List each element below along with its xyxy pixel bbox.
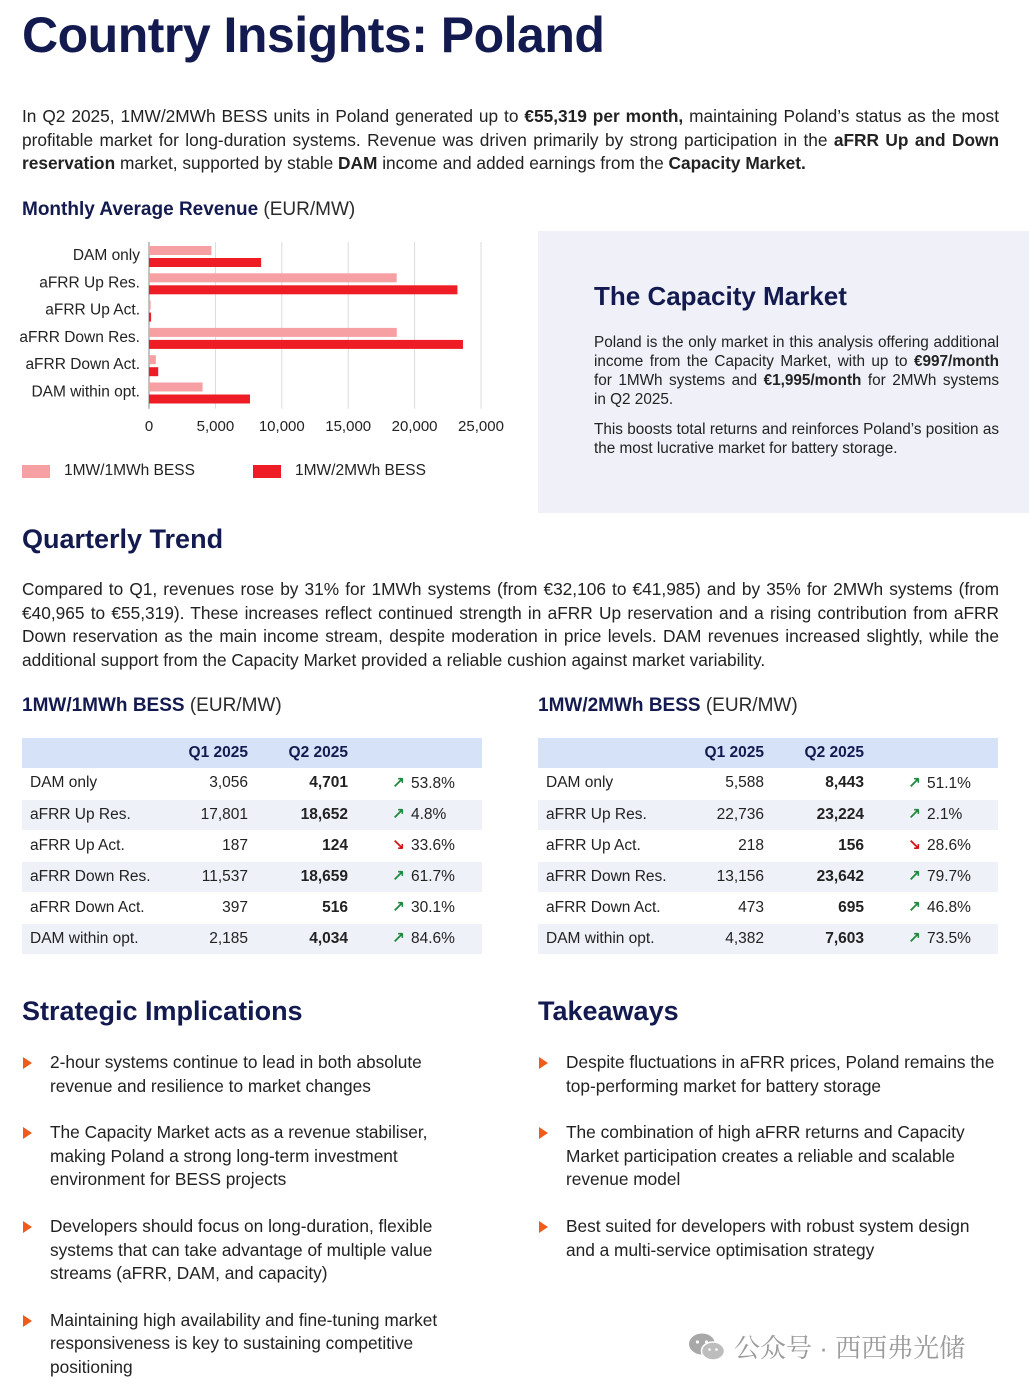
x-tick-label: 25,000 <box>458 417 504 435</box>
change-percent: 73.5% <box>927 930 971 947</box>
q2-value: 695 <box>774 892 874 923</box>
bar <box>149 301 151 310</box>
y-category-label: aFRR Down Res. <box>19 328 140 346</box>
change-percent: 30.1% <box>411 899 455 916</box>
list-item-text: Best suited for developers with robust system design and a multi-service optimisation strategy <box>566 1215 970 1260</box>
table-row <box>538 861 998 892</box>
list-item <box>22 1051 472 1098</box>
row-label: aFRR Up Act. <box>538 830 688 861</box>
table1-header-2: Q2 2025 <box>258 738 358 768</box>
arrow-up-icon: ↗ <box>392 806 405 823</box>
triangle-bullet-icon <box>23 1057 32 1069</box>
wechat-icon <box>688 1332 726 1362</box>
arrow-down-icon: ↘ <box>392 837 405 854</box>
table-row <box>22 768 482 799</box>
watermark-text: 公众号 · 西西弗光储 <box>734 1333 966 1363</box>
intro-paragraph: In Q2 2025, 1MW/2MWh BESS units in Poland generated up to €55,319 per month, maintaining Poland’s status as the most profitable market for long-duration systems. Revenue was driven primarily by strong participation in the aFRR Up and Down reservation market, supported by stable DAM income and added earnings from the Capacity Market. <box>22 106 1000 174</box>
change-value <box>358 830 482 861</box>
capacity-market-box <box>538 231 1029 513</box>
bar <box>149 246 211 255</box>
q1-value: 3,056 <box>172 768 258 799</box>
q2-value: 18,652 <box>258 799 358 830</box>
q1-value: 5,588 <box>688 768 774 799</box>
list-item-text: Despite fluctuations in aFRR prices, Poland remains the top-performing market for battery storage <box>566 1052 995 1096</box>
change-percent: 46.8% <box>927 899 971 916</box>
arrow-up-icon: ↗ <box>908 774 921 792</box>
table1-header-0 <box>22 738 172 768</box>
list-item <box>538 1215 998 1262</box>
bar <box>149 273 397 282</box>
table1-heading: 1MW/1MWh BESS (EUR/MW) <box>22 695 282 716</box>
table2-heading: 1MW/2MWh BESS (EUR/MW) <box>538 695 798 716</box>
takeaways-heading: Takeaways <box>538 996 679 1026</box>
change-value <box>874 768 998 799</box>
row-label: DAM within opt. <box>22 923 172 954</box>
change-value <box>358 799 482 830</box>
list-item-text: 2-hour systems continue to lead in both absolute revenue and resilience to market changes <box>50 1052 422 1096</box>
legend-item-2mwh <box>253 462 426 480</box>
triangle-bullet-icon <box>23 1315 32 1327</box>
table2-header-2: Q2 2025 <box>774 738 874 768</box>
q2-value: 18,659 <box>258 861 358 892</box>
list-item <box>538 1121 998 1192</box>
bar <box>149 395 250 404</box>
change-value <box>874 892 998 923</box>
q1-value: 218 <box>688 830 774 861</box>
change-value <box>874 923 998 954</box>
row-label: aFRR Down Res. <box>538 861 688 892</box>
row-label: aFRR Down Act. <box>538 892 688 923</box>
list-item <box>22 1121 472 1192</box>
bar <box>149 258 261 267</box>
table-row <box>538 799 998 830</box>
table-row <box>538 830 998 861</box>
list-item-text: Maintaining high availability and fine-tuning market responsiveness is key to sustaining competitive positioning <box>50 1309 438 1377</box>
chart-heading: Monthly Average Revenue (EUR/MW) <box>22 199 356 220</box>
q1-value: 13,156 <box>688 861 774 892</box>
list-item-text: The Capacity Market acts as a revenue stabiliser, making Poland a strong long-term investment environment for BESS projects <box>50 1122 428 1190</box>
table1-header-3 <box>358 738 482 768</box>
table-row <box>22 892 482 923</box>
q2-value: 23,642 <box>774 861 874 892</box>
x-tick-label: 0 <box>144 417 154 435</box>
quarterly-trend-heading: Quarterly Trend <box>22 524 224 554</box>
row-label: aFRR Up Res. <box>22 799 172 830</box>
arrow-up-icon: ↗ <box>908 899 921 916</box>
quarterly-trend-paragraph: Compared to Q1, revenues rose by 31% for 1MWh systems (from €32,106 to €41,985) and by 35% for 2MWh systems (from €40,965 to €55,319). These increases reflect continued strength in aFRR Up reservation and a rising contribution from aFRR Down reservation as the main income stream, despite moderation in price levels. DAM revenues increased slightly, while the additional support from the Capacity Market provided a reliable cushion against market variability. <box>22 579 999 670</box>
arrow-up-icon: ↗ <box>392 774 405 792</box>
table-row <box>538 892 998 923</box>
revenue-bar-chart <box>0 232 530 447</box>
x-tick-label: 5,000 <box>196 417 235 435</box>
bar <box>149 340 463 349</box>
list-item <box>538 1051 998 1098</box>
page-title: Country Insights: Poland <box>22 7 605 63</box>
list-item-text: Developers should focus on long-duration, flexible systems that can take advantage of multiple value streams (aFRR, DAM, and capacity) <box>50 1215 433 1284</box>
arrow-up-icon: ↗ <box>392 930 405 947</box>
change-value <box>874 861 998 892</box>
row-label: aFRR Down Act. <box>22 892 172 923</box>
change-percent: 84.6% <box>411 930 455 947</box>
capacity-market-title: The Capacity Market <box>594 281 847 311</box>
q1-value: 397 <box>172 892 258 923</box>
x-tick-label: 20,000 <box>391 417 438 435</box>
row-label: aFRR Down Res. <box>22 861 172 892</box>
y-category-label: aFRR Down Act. <box>25 356 140 374</box>
legend-label-1mwh: 1MW/1MWh BESS <box>64 462 195 479</box>
list-item-text: The combination of high aFRR returns and Capacity Market participation creates a reliable and scalable revenue model <box>566 1122 965 1190</box>
q1-value: 473 <box>688 892 774 923</box>
arrow-up-icon: ↗ <box>392 899 405 916</box>
q2-value: 124 <box>258 830 358 861</box>
table-row <box>22 923 482 954</box>
q2-value: 156 <box>774 830 874 861</box>
bar <box>149 328 397 337</box>
table2-header-1: Q1 2025 <box>688 738 774 768</box>
table-row <box>22 861 482 892</box>
bar <box>149 355 156 364</box>
y-category-label: DAM only <box>72 247 140 264</box>
q2-value: 516 <box>258 892 358 923</box>
bar <box>149 367 158 376</box>
legend-label-2mwh: 1MW/2MWh BESS <box>295 462 426 479</box>
y-category-label: aFRR Up Res. <box>39 274 140 292</box>
x-tick-label: 10,000 <box>258 417 305 435</box>
row-label: aFRR Up Res. <box>538 799 688 830</box>
change-percent: 28.6% <box>927 837 971 854</box>
q2-value: 4,034 <box>258 923 358 954</box>
change-percent: 79.7% <box>927 868 971 885</box>
capacity-market-text-2: This boosts total returns and reinforces Poland’s position as the most lucrative market for battery storage. <box>594 421 999 457</box>
list-item <box>22 1309 472 1380</box>
row-label: DAM only <box>538 768 688 799</box>
arrow-up-icon: ↗ <box>908 868 921 885</box>
arrow-up-icon: ↗ <box>908 806 921 823</box>
q2-value: 7,603 <box>774 923 874 954</box>
change-value <box>874 799 998 830</box>
q1-value: 11,537 <box>172 861 258 892</box>
list-item <box>22 1215 472 1286</box>
q2-value: 4,701 <box>258 768 358 799</box>
table-row <box>22 799 482 830</box>
table-2mwh <box>538 738 998 955</box>
legend-swatch-1mwh <box>22 465 50 478</box>
change-value <box>874 830 998 861</box>
row-label: DAM only <box>22 768 172 799</box>
change-value <box>358 892 482 923</box>
arrow-up-icon: ↗ <box>908 930 921 947</box>
change-value <box>358 923 482 954</box>
change-percent: 2.1% <box>927 806 963 823</box>
watermark <box>688 1328 965 1365</box>
q1-value: 22,736 <box>688 799 774 830</box>
y-category-label: DAM within opt. <box>31 383 140 401</box>
takeaways-list <box>538 1051 998 1285</box>
table2-header-0 <box>538 738 688 768</box>
table-row <box>538 768 998 799</box>
row-label: aFRR Up Act. <box>22 830 172 861</box>
q1-value: 17,801 <box>172 799 258 830</box>
q1-value: 187 <box>172 830 258 861</box>
q2-value: 8,443 <box>774 768 874 799</box>
strategic-implications-list <box>22 1051 472 1387</box>
change-percent: 33.6% <box>411 837 455 854</box>
table-row <box>22 830 482 861</box>
legend-swatch-2mwh <box>253 465 281 478</box>
change-percent: 51.1% <box>927 774 971 792</box>
table-1mwh <box>22 738 482 955</box>
arrow-up-icon: ↗ <box>392 868 405 885</box>
change-value <box>358 861 482 892</box>
strategic-implications-heading: Strategic Implications <box>22 996 303 1026</box>
change-percent: 61.7% <box>411 868 455 885</box>
q2-value: 23,224 <box>774 799 874 830</box>
triangle-bullet-icon <box>23 1221 32 1233</box>
bar <box>149 285 457 294</box>
table1-header-1: Q1 2025 <box>172 738 258 768</box>
triangle-bullet-icon <box>539 1221 548 1233</box>
y-category-label: aFRR Up Act. <box>45 301 140 319</box>
q1-value: 2,185 <box>172 923 258 954</box>
triangle-bullet-icon <box>539 1127 548 1139</box>
legend-item-1mwh <box>22 462 195 480</box>
change-value <box>358 768 482 799</box>
x-tick-label: 15,000 <box>325 417 372 435</box>
triangle-bullet-icon <box>539 1057 548 1069</box>
table-row <box>538 923 998 954</box>
table2-header-3 <box>874 738 998 768</box>
q1-value: 4,382 <box>688 923 774 954</box>
change-percent: 53.8% <box>411 774 455 792</box>
change-percent: 4.8% <box>411 806 447 823</box>
capacity-market-text-1: Poland is the only market in this analysis offering additional income from the Capacity Market, with up to €997/month for 1MWh systems and €1,995/month for 2MWh systems in Q2 2025. <box>594 334 999 408</box>
bar <box>149 313 151 322</box>
row-label: DAM within opt. <box>538 923 688 954</box>
arrow-down-icon: ↘ <box>908 837 921 854</box>
triangle-bullet-icon <box>23 1127 32 1139</box>
bar <box>149 383 203 392</box>
